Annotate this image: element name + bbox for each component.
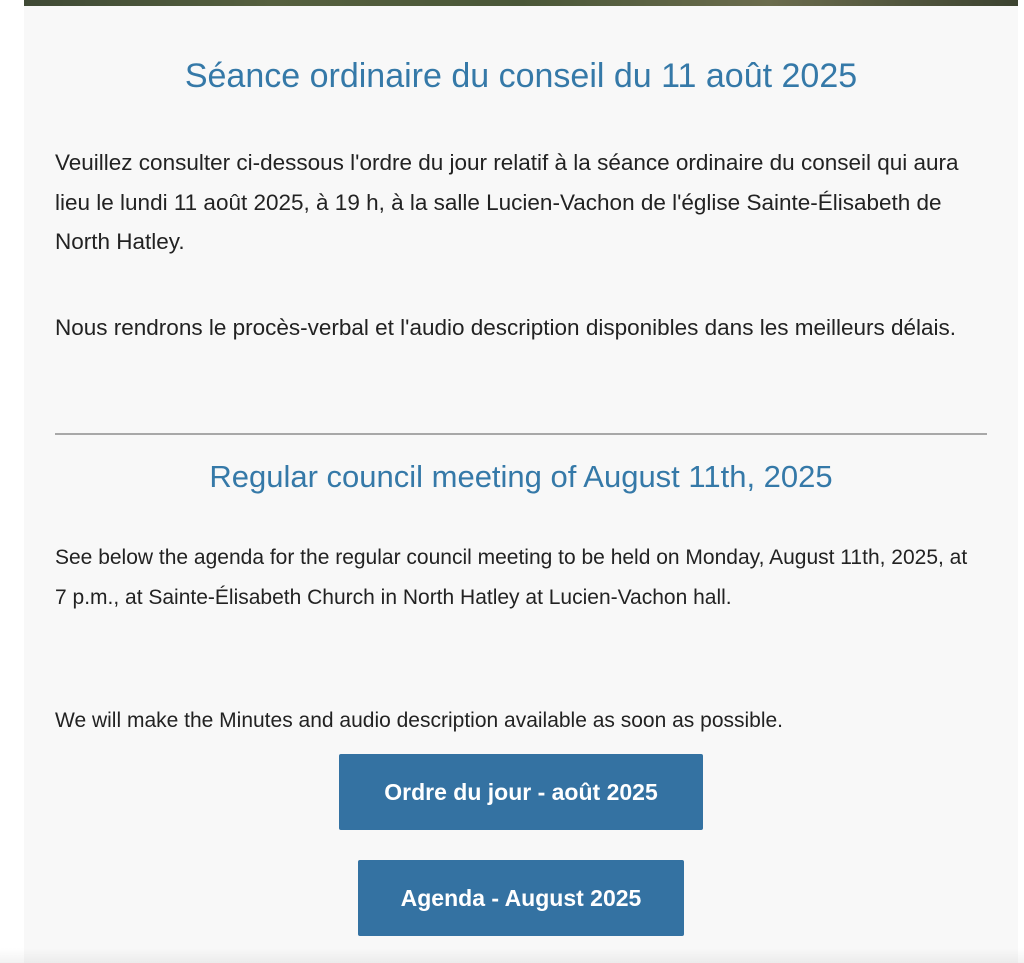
french-agenda-button[interactable]: Ordre du jour - août 2025 — [339, 754, 703, 830]
english-minutes-notice: We will make the Minutes and audio description available as soon as possible. — [55, 709, 784, 732]
english-agenda-button[interactable]: Agenda - August 2025 — [358, 860, 684, 936]
french-meeting-description: Veuillez consulter ci-dessous l'ordre du jour relatif à la séance ordinaire du conseil qui aura lieu le lundi 11 août 2025, à 19 h, à la salle Lucien-Vachon de l'église Sainte-Élisabeth de North Hatley. — [55, 150, 959, 254]
english-meeting-title: Regular council meeting of August 11th, 2025 — [209, 459, 833, 494]
newsletter-content — [24, 6, 1018, 963]
french-meeting-title: Séance ordinaire du conseil du 11 août 2025 — [184, 57, 858, 95]
english-meeting-description: See below the agenda for the regular council meeting to be held on Monday, August 11th, 2025, at 7 p.m., at Sainte-Élisabeth Church in North Hatley at Lucien-Vachon hall. — [55, 546, 968, 609]
french-minutes-notice: Nous rendrons le procès-verbal et l'audio description disponibles dans les meilleurs délais. — [55, 315, 957, 340]
bottom-fade — [0, 948, 1024, 963]
language-divider — [55, 433, 987, 435]
